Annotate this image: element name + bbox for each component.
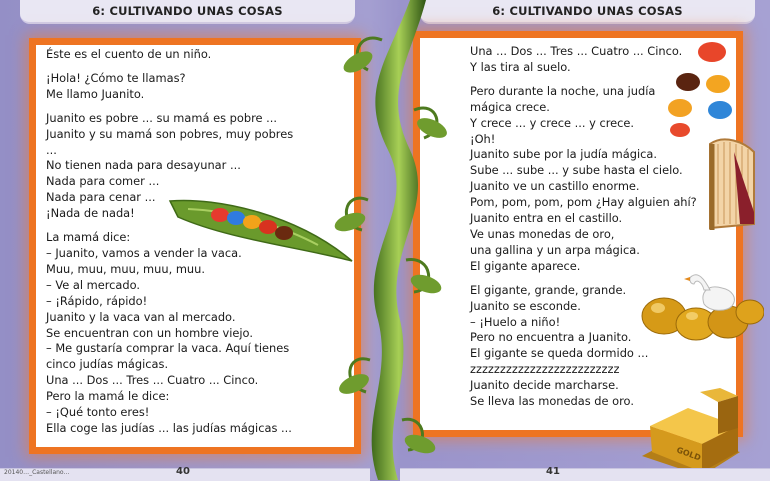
story-line: ¡Nada de nada! (46, 206, 135, 221)
bean-pod-illustration (168, 195, 354, 265)
story-paragraph (46, 47, 346, 63)
story-line: Juanito decide marcharse. (470, 378, 619, 393)
story-line: – Me gustaría comprar la vaca. Aquí tienes (46, 341, 290, 356)
story-paragraph (46, 71, 346, 103)
story-line: Juanito y la vaca van al mercado. (46, 309, 236, 324)
story-line: cinco judías mágicas. (46, 357, 169, 372)
story-line: Me llamo Juanito. (46, 86, 145, 101)
left-page-number: 40 (176, 466, 190, 477)
story-line: Una ... Dos ... Tres ... Cuatro ... Cinco. (470, 44, 683, 58)
story-line: una gallina y un arpa mágica. (470, 242, 640, 257)
story-line: No tienen nada para desayunar ... (46, 158, 241, 173)
story-line: zzzzzzzzzzzzzzzzzzzzzzzzz (470, 362, 620, 377)
story-line: Se encuentran con un hombre viejo. (46, 325, 253, 340)
story-line: Nada para cenar ... (46, 190, 156, 205)
story-line: Pero la mamá le dice: (46, 389, 170, 404)
story-line: – ¡Rápido, rápido! (46, 293, 148, 308)
story-line: – Ve al mercado. (46, 277, 141, 292)
story-line: Juanito entra en el castillo. (470, 211, 623, 226)
story-line: Se lleva las monedas de oro. (470, 394, 634, 409)
story-line: – ¡Huelo a niño! (470, 314, 561, 329)
magic-beans-illustration (660, 40, 740, 140)
left-page-title: 6: CULTIVANDO UNAS COSAS (92, 4, 283, 18)
story-line: Pero no encuentra a Juanito. (470, 330, 632, 345)
story-line: El gigante se queda dormido ... (470, 346, 649, 361)
story-line: Y crece ... y crece ... y crece. (470, 115, 635, 130)
right-page-number: 41 (546, 466, 560, 477)
story-line: Juanito y su mamá son pobres, muy pobres (46, 126, 294, 141)
right-page-title: 6: CULTIVANDO UNAS COSAS (492, 4, 683, 18)
story-line: Sube ... sube ... y sube hasta el cielo. (470, 163, 683, 178)
story-line: mágica crece. (470, 99, 550, 114)
story-line: ... (46, 142, 57, 157)
print-code-label: 20140…_Castellano… (4, 469, 70, 476)
story-line: Ella coge las judías ... las judías mágicas ... (46, 420, 292, 435)
story-line: Y las tira al suelo. (470, 59, 571, 74)
story-line: Juanito sube por la judía mágica. (470, 147, 657, 162)
right-page-header (420, 0, 755, 24)
story-line: Juanito ve un castillo enorme. (470, 179, 640, 194)
story-line: El gigante, grande, grande. (470, 282, 627, 297)
story-line: – ¡Qué tonto eres! (46, 405, 150, 420)
story-line: Juanito se esconde. (470, 298, 581, 313)
story-line: ¡Hola! ¿Cómo te llamas? (46, 70, 186, 85)
story-line: Ve unas monedas de oro, (470, 226, 615, 241)
story-line: Pom, pom, pom, pom ¿Hay alguien ahí? (470, 195, 697, 210)
goose-with-golden-eggs-illustration (634, 268, 764, 344)
left-page-header (20, 0, 355, 24)
story-line: La mamá dice: (46, 230, 131, 245)
harp-illustration (704, 132, 760, 232)
story-line: Juanito es pobre ... su mamá es pobre ... (46, 110, 277, 125)
story-line: Una ... Dos ... Tres ... Cuatro ... Cinco. (46, 373, 259, 388)
gold-bar-label: GOLD (675, 445, 702, 463)
story-line: Nada para comer ... (46, 174, 160, 189)
story-line: ¡Oh! (470, 131, 496, 146)
story-line: El gigante aparece. (470, 258, 581, 273)
story-line: Muu, muu, muu, muu, muu. (46, 261, 205, 276)
gold-bars-illustration (640, 386, 744, 476)
right-page-footer (400, 468, 770, 481)
story-line: Éste es el cuento de un niño. (46, 47, 212, 61)
story-line: Pero durante la noche, una judía (470, 83, 656, 98)
story-line: – Juanito, vamos a vender la vaca. (46, 245, 242, 260)
